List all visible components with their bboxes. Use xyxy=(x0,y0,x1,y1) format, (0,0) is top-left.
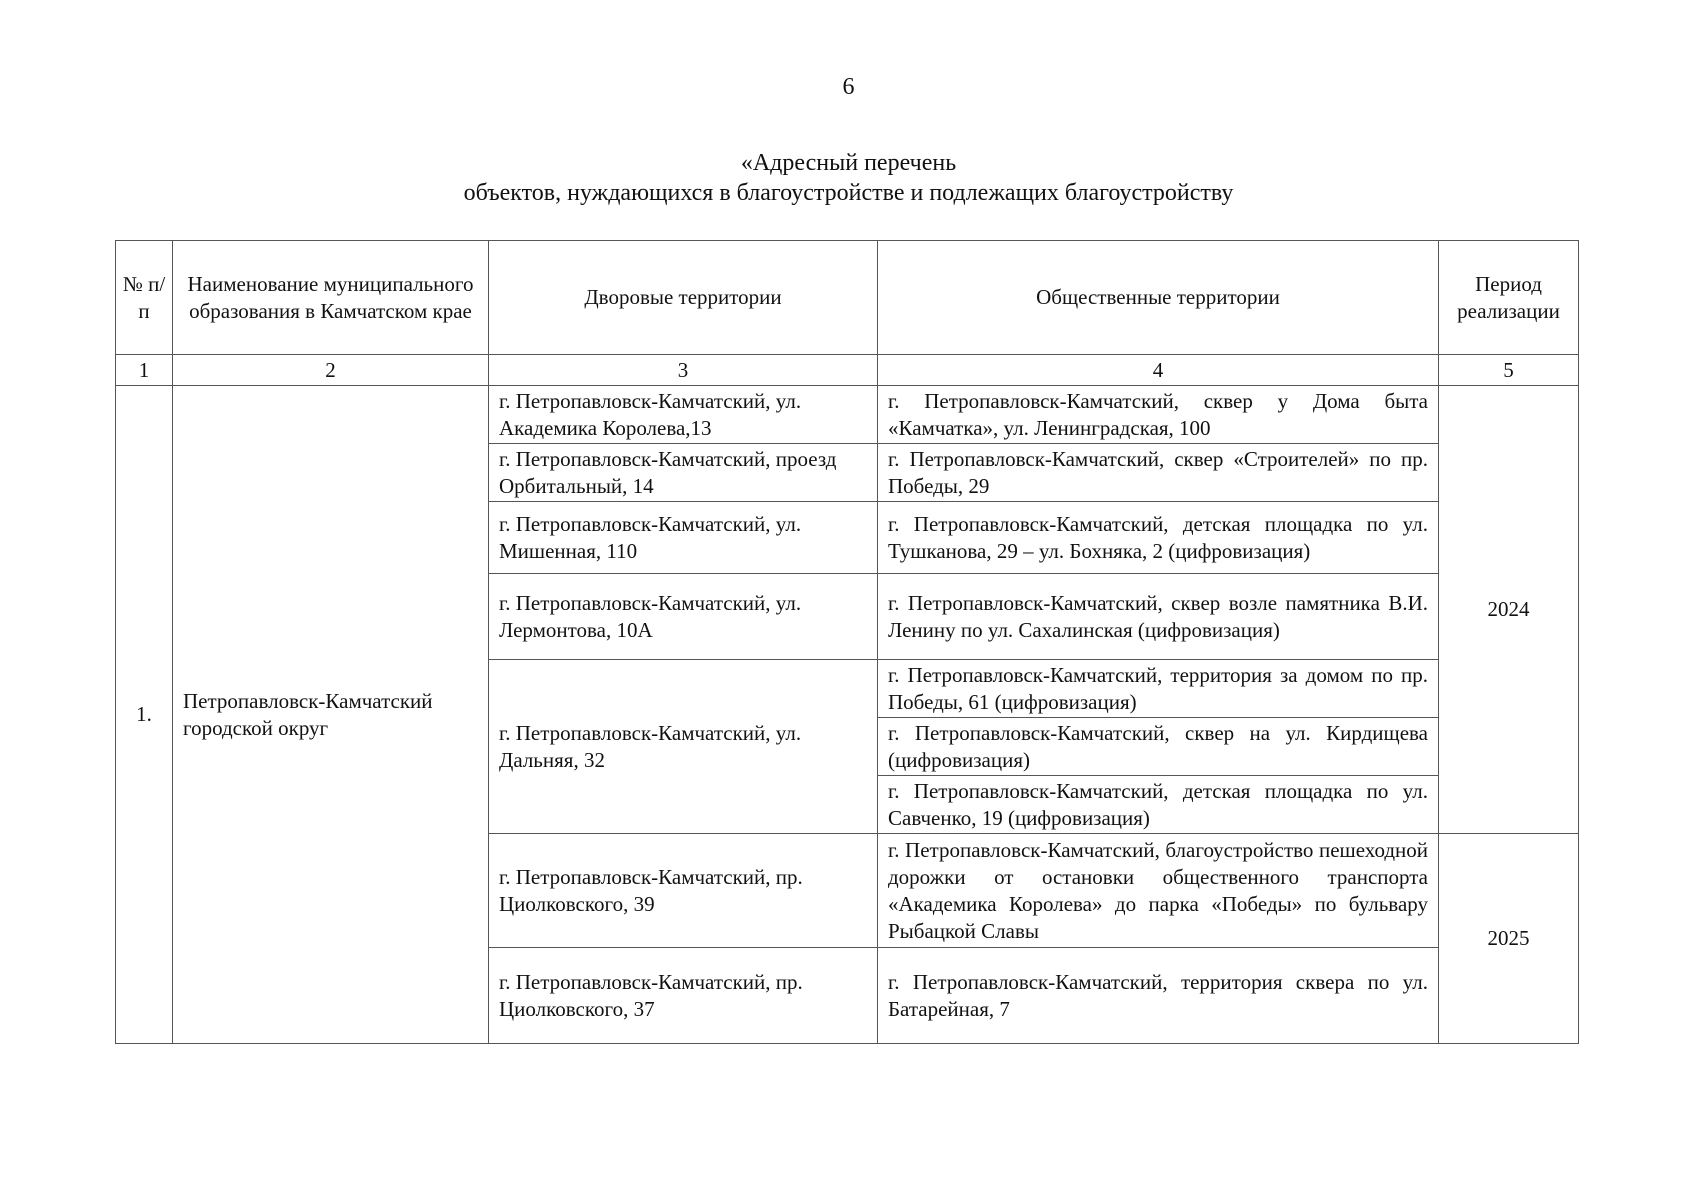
public-cell: г. Петропавловск-Камчатский, сквер «Строителей» по пр. Победы, 29 xyxy=(878,444,1439,502)
column-number: 3 xyxy=(489,355,878,386)
public-cell: г. Петропавловск-Камчатский, сквер на ул. Кирдищева (цифровизация) xyxy=(878,718,1439,776)
period-cell: 2025 xyxy=(1439,834,1579,1044)
header-num: № п/п xyxy=(116,241,173,355)
yard-cell: г. Петропавловск-Камчатский, пр. Циолковского, 39 xyxy=(489,834,878,948)
column-number-row xyxy=(116,355,1579,386)
yard-cell: г. Петропавловск-Камчатский, пр. Циолковского, 37 xyxy=(489,948,878,1044)
public-cell: г. Петропавловск-Камчатский, сквер возле памятника В.И. Ленину по ул. Сахалинская (цифровизация) xyxy=(878,574,1439,660)
public-cell: г. Петропавловск-Камчатский, детская площадка по ул. Савченко, 19 (цифровизация) xyxy=(878,776,1439,834)
header-row xyxy=(116,241,1579,355)
yard-cell: г. Петропавловск-Камчатский, ул. Дальняя, 32 xyxy=(489,660,878,834)
document-title xyxy=(0,148,1697,208)
column-number: 2 xyxy=(173,355,489,386)
column-number: 4 xyxy=(878,355,1439,386)
title-line-1: «Адресный перечень xyxy=(740,150,957,176)
public-cell: г. Петропавловск-Камчатский, детская площадка по ул. Тушканова, 29 – ул. Бохняка, 2 (цифровизация) xyxy=(878,502,1439,574)
header-municipality: Наименование муниципального образования в Камчатском крае xyxy=(173,241,489,355)
page-number: 6 xyxy=(842,74,855,100)
yard-cell: г. Петропавловск-Камчатский, проезд Орбитальный, 14 xyxy=(489,444,878,502)
header-yard: Дворовые территории xyxy=(489,241,878,355)
period-cell: 2024 xyxy=(1439,386,1579,834)
column-number: 5 xyxy=(1439,355,1579,386)
address-list-table xyxy=(115,240,1579,1044)
row-number: 1. xyxy=(116,386,173,1044)
yard-cell: г. Петропавловск-Камчатский, ул. Лермонтова, 10А xyxy=(489,574,878,660)
column-number: 1 xyxy=(116,355,173,386)
public-cell: г. Петропавловск-Камчатский, благоустройство пешеходной дорожки от остановки общественного транспорта «Академика Королева» до парка «Победы» по бульвару Рыбацкой Славы xyxy=(878,834,1439,948)
table-row xyxy=(116,386,1579,444)
header-period: Период реализации xyxy=(1439,241,1579,355)
yard-cell: г. Петропавловск-Камчатский, ул. Академика Королева,13 xyxy=(489,386,878,444)
public-cell: г. Петропавловск-Камчатский, территория за домом по пр. Победы, 61 (цифровизация) xyxy=(878,660,1439,718)
header-public: Общественные территории xyxy=(878,241,1439,355)
municipality-cell: Петропавловск-Камчатский городской округ xyxy=(173,386,489,1044)
title-line-2: объектов, нуждающихся в благоустройстве и подлежащих благоустройству xyxy=(463,180,1234,206)
public-cell: г. Петропавловск-Камчатский, территория сквера по ул. Батарейная, 7 xyxy=(878,948,1439,1044)
public-cell: г. Петропавловск-Камчатский, сквер у Дома быта «Камчатка», ул. Ленинградская, 100 xyxy=(878,386,1439,444)
yard-cell: г. Петропавловск-Камчатский, ул. Мишенная, 110 xyxy=(489,502,878,574)
